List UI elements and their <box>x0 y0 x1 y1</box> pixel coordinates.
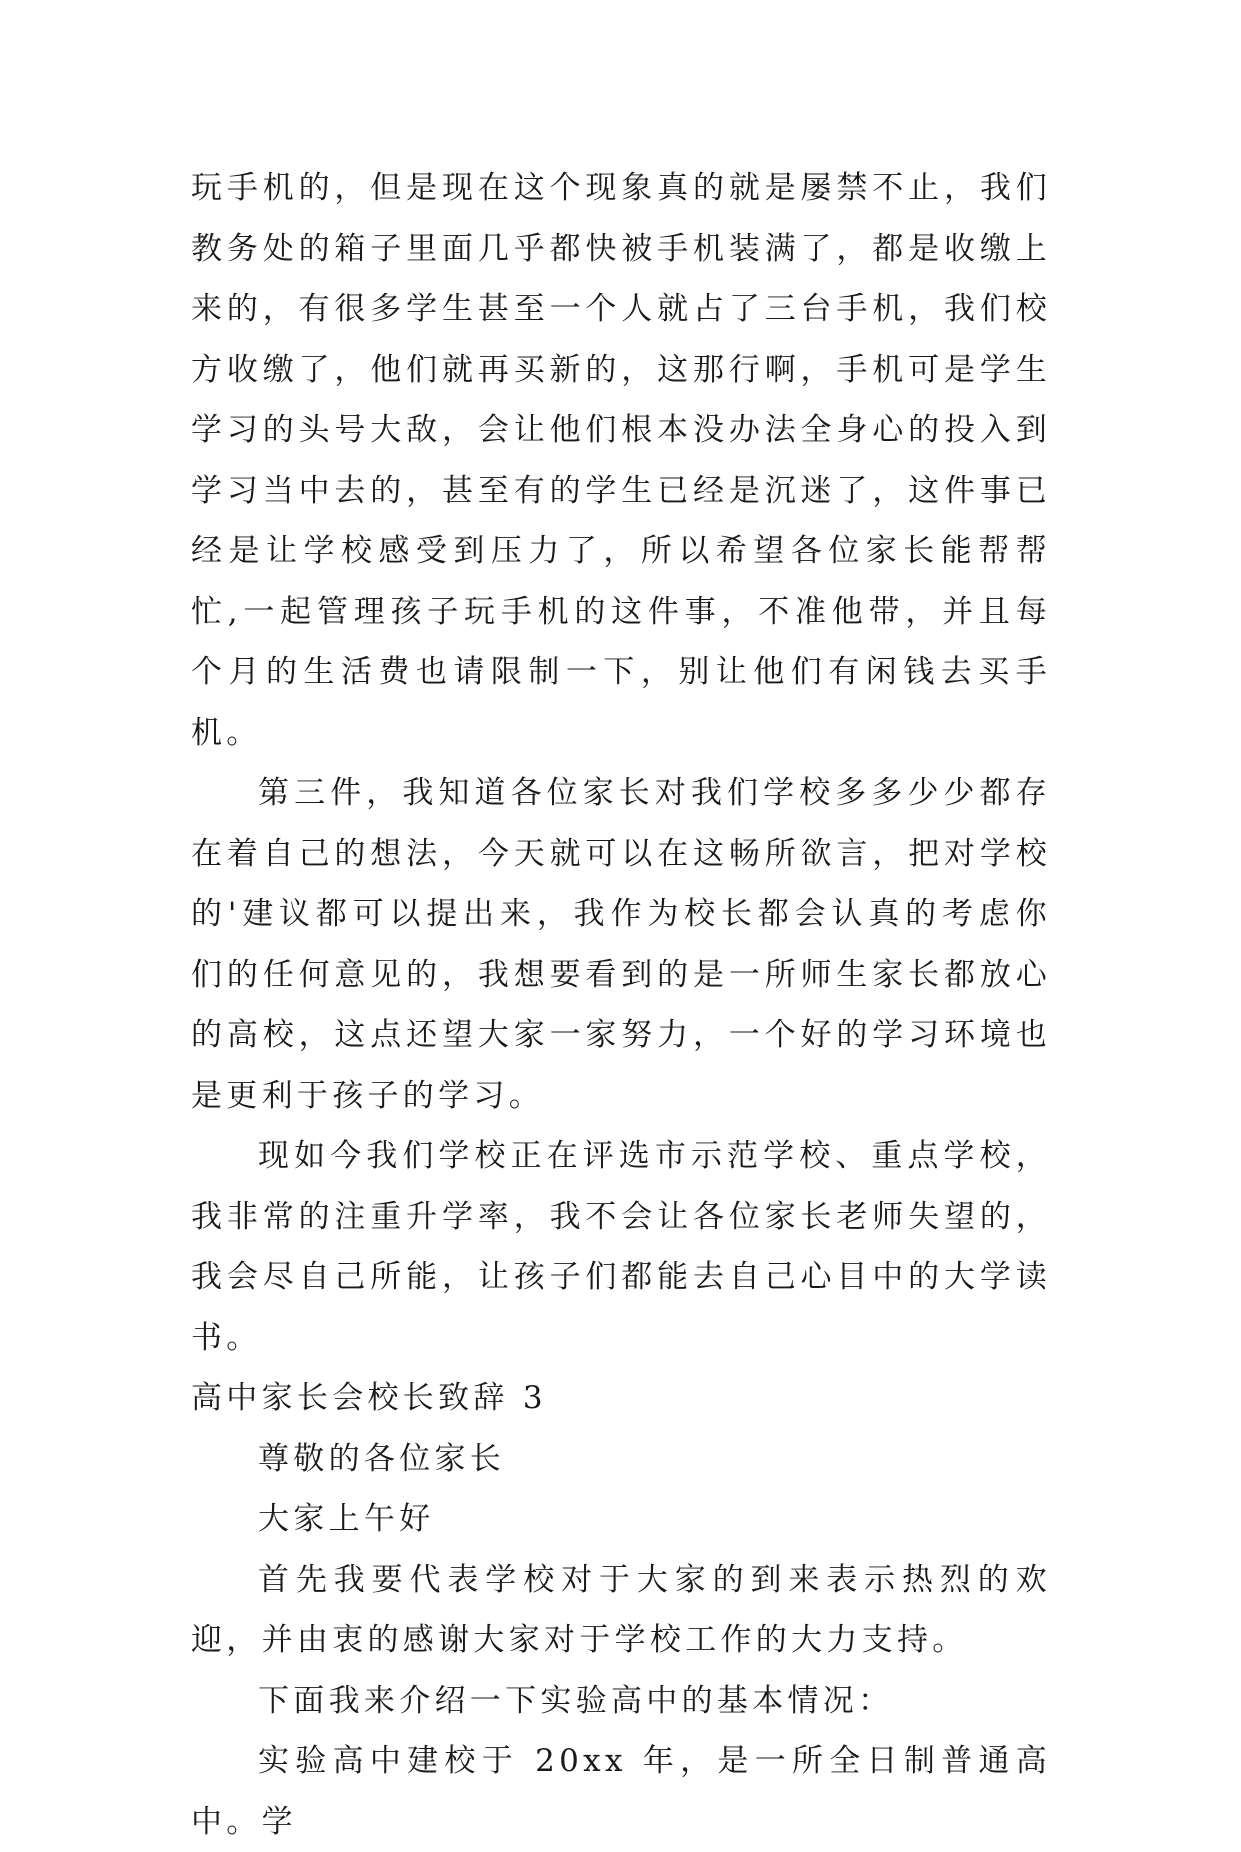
section-heading: 高中家长会校长致辞 3 <box>191 1380 547 1416</box>
body-paragraph: 下面我来介绍一下实验高中的基本情况： <box>258 1682 894 1719</box>
body-paragraph: 实验高中建校于 20xx 年，是一所全日制普通高中。学 <box>191 1743 1051 1840</box>
body-paragraph: 首先我要代表学校对于大家的到来表示热烈的欢迎，并由衷的感谢大家对于学校工作的大力支持。 <box>191 1561 1051 1658</box>
greeting: 大家上午好 <box>258 1501 435 1537</box>
body-paragraph: 第三件，我知道各位家长对我们学校多多少少都存在着自己的想法，今天就可以在这畅所欲言，把对学校的'建议都可以提出来，我作为校长都会认真的考虑你们的任何意见的，我想要看到的是一所师生家长都放心的高校，这点还望大家一家努力，一个好的学习环境也是更利于孩子的学习。 <box>191 775 1051 1114</box>
body-paragraph: 现如今我们学校正在评选市示范学校、重点学校，我非常的注重升学率，我不会让各位家长老师失望的，我会尽自己所能，让孩子们都能去自己心目中的大学读书。 <box>191 1138 1051 1356</box>
body-paragraph: 玩手机的，但是现在这个现象真的就是屡禁不止，我们教务处的箱子里面几乎都快被手机装满了，都是收缴上来的，有很多学生甚至一个人就占了三台手机，我们校方收缴了，他们就再买新的，这那行啊，手机可是学生学习的头号大敌，会让他们根本没办法全身心的投入到学习当中去的，甚至有的学生已经是沉迷了，这件事已经是让学校感受到压力了，所以希望各位家长能帮帮忙,一起管理孩子玩手机的这件事，不准他带，并且每个月的生活费也请限制一下，别让他们有闲钱去买手机。 <box>191 170 1051 751</box>
salutation: 尊敬的各位家长 <box>258 1440 506 1477</box>
document-body <box>191 158 1051 1852</box>
